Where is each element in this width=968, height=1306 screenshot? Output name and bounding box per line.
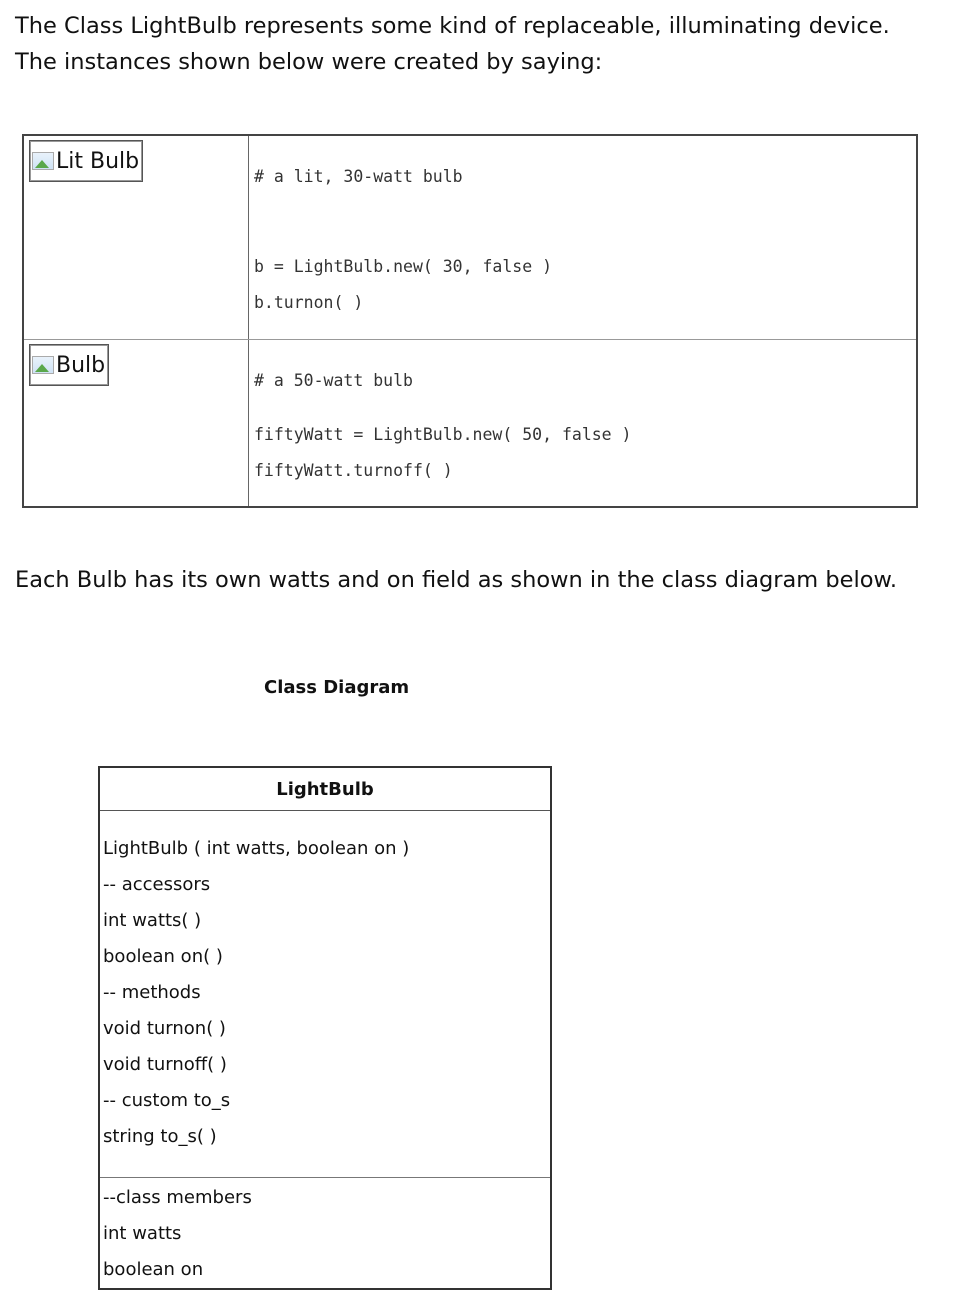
method-line: int watts( ) (103, 910, 202, 931)
code-line: fiftyWatt = LightBulb.new( 50, false ) (254, 425, 632, 444)
class-diagram-box (98, 766, 552, 1290)
method-line: boolean on( ) (103, 946, 223, 967)
code-comment: # a lit, 30-watt bulb (254, 167, 463, 186)
bulb-image (29, 344, 109, 386)
intro-line-2: The instances shown below were created by saying: (15, 49, 603, 75)
instance-image-cell (24, 340, 249, 506)
lit-bulb-image (29, 140, 143, 182)
image-alt-text: Lit Bulb (56, 148, 140, 174)
instance-image-cell (24, 136, 249, 339)
intro-paragraph (15, 8, 890, 80)
code-comment: # a 50-watt bulb (254, 371, 413, 390)
field-line: boolean on (103, 1259, 204, 1280)
instance-row-lit-bulb (24, 136, 916, 340)
method-line: -- accessors (103, 874, 211, 895)
intro-line-1: The Class LightBulb represents some kind of replaceable, illuminating device. (15, 13, 890, 39)
method-line: void turnon( ) (103, 1018, 226, 1039)
code-line: fiftyWatt.turnoff( ) (254, 461, 453, 480)
broken-image-icon (32, 152, 54, 170)
method-line: string to_s( ) (103, 1126, 217, 1147)
field-line: --class members (103, 1187, 252, 1208)
diagram-intro-text: Each Bulb has its own watts and on field as shown in the class diagram below. (15, 567, 898, 593)
method-line: -- custom to_s (103, 1090, 231, 1111)
instance-row-bulb (24, 340, 916, 506)
instance-code-cell (249, 136, 916, 339)
diagram-title: Class Diagram (264, 677, 410, 698)
instance-code-cell (249, 340, 916, 506)
methods-compartment (100, 811, 550, 1178)
field-line: int watts (103, 1223, 182, 1244)
instances-table (22, 134, 918, 508)
method-line: LightBulb ( int watts, boolean on ) (103, 838, 410, 859)
broken-image-icon (32, 356, 54, 374)
class-name: LightBulb (100, 768, 550, 811)
image-alt-text: Bulb (56, 352, 106, 378)
code-line: b.turnon( ) (254, 293, 364, 312)
fields-compartment (100, 1178, 550, 1288)
method-line: -- methods (103, 982, 201, 1003)
code-line: b = LightBulb.new( 30, false ) (254, 257, 553, 276)
method-line: void turnoff( ) (103, 1054, 227, 1075)
